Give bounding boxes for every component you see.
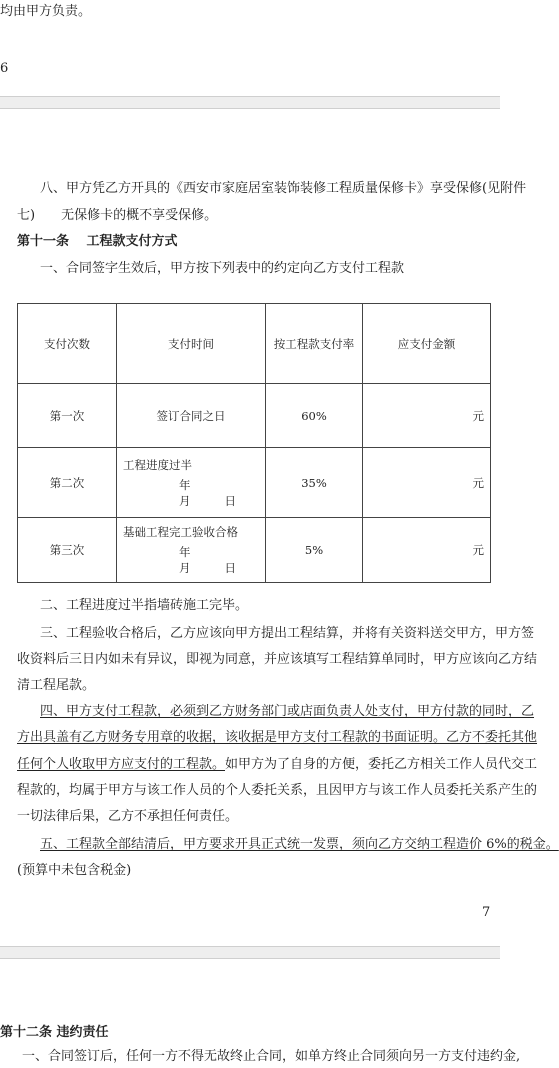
article-11-item-4-line-4: 程款的，均属于甲方与该工作人员的个人委托关系，且因甲方与该工作人员委托关系产生的 xyxy=(17,783,538,798)
page-7-number: 7 xyxy=(482,905,491,920)
header-payment-count: 支付次数 xyxy=(18,304,117,384)
page-separator xyxy=(0,946,500,959)
header-payment-rate: 按工程款支付率 xyxy=(266,304,363,384)
row-2-count: 第二次 xyxy=(18,448,117,518)
row-2-month: 月 xyxy=(179,493,191,508)
row-2-year: 年 xyxy=(179,477,191,492)
article-11-item-4-line-3 xyxy=(17,756,537,774)
table-row xyxy=(18,384,491,448)
item-4-underlined-part: 任何个人收取甲方应支付的工程款。 xyxy=(17,757,226,772)
page-6-number: 6 xyxy=(0,61,9,76)
row-3-count: 第三次 xyxy=(18,518,117,583)
article-12-item-1: 一、合同签订后，任何一方不得无故终止合同，如单方终止合同须向另一方支付违约金, xyxy=(22,1049,521,1064)
row-3-amount: 元 xyxy=(363,518,491,583)
table-row xyxy=(18,518,491,583)
article-11-item-2: 二、工程进度过半指墙砖施工完毕。 xyxy=(40,598,249,613)
row-2-time-cell xyxy=(117,448,266,518)
clause-8-line-1: 八、甲方凭乙方开具的《西安市家庭居室装饰装修工程质量保修卡》享受保修(见附件 xyxy=(40,181,527,196)
header-payment-time: 支付时间 xyxy=(117,304,266,384)
page-separator xyxy=(0,96,500,109)
article-11-item-4-line-1: 四、甲方支付工程款，必须到乙方财务部门或店面负责人处支付，甲方付款的同时，乙 xyxy=(40,704,535,719)
article-11-item-3-line-1: 三、工程验收合格后，乙方应该向甲方提出工程结算，并将有关资料送交甲方，甲方签 xyxy=(40,626,535,641)
row-2-date xyxy=(123,477,265,509)
article-11-item-3-line-2: 收资料后三日内如未有异议，即视为同意，并应该填写工程结算单同时，甲方应该向乙方结 xyxy=(17,652,538,667)
article-11-item-5-line-1: 五、工程款全部结清后，甲方要求开具正式统一发票，须向乙方交纳工程造价 6%的税金。 xyxy=(40,837,559,852)
row-2-amount: 元 xyxy=(363,448,491,518)
row-1-count: 第一次 xyxy=(18,384,117,448)
row-3-month: 月 xyxy=(179,561,191,575)
row-3-day: 日 xyxy=(224,561,236,575)
header-payment-amount: 应支付金额 xyxy=(363,304,491,384)
article-11-title: 第十一条 工程款支付方式 xyxy=(17,234,178,249)
article-11-item-5-line-2: (预算中未包含税金) xyxy=(17,863,132,878)
article-11-item-1: 一、合同签字生效后，甲方按下列表中的约定向乙方支付工程款 xyxy=(40,261,405,276)
row-3-date xyxy=(123,544,265,576)
item-4-regular-part: 如甲方为了自身的方便，委托乙方相关工作人员代交工 xyxy=(225,757,538,772)
row-3-year: 年 xyxy=(179,545,191,559)
page-6-text-fragment: 均由甲方负责。 xyxy=(0,4,92,19)
row-3-rate: 5% xyxy=(266,518,363,583)
article-11-item-4-line-2: 方出具盖有乙方财务专用章的收据，该收据是甲方支付工程款的书面证明。乙方不委托其他 xyxy=(17,730,538,745)
table-row xyxy=(18,448,491,518)
table-header-row xyxy=(18,304,491,384)
row-2-rate: 35% xyxy=(266,448,363,518)
row-1-amount: 元 xyxy=(363,384,491,448)
payment-schedule-table xyxy=(17,303,491,583)
row-1-rate: 60% xyxy=(266,384,363,448)
row-2-time: 工程进度过半 xyxy=(123,457,192,472)
article-12-title: 第十二条 违约责任 xyxy=(0,1025,109,1040)
article-11-item-3-line-3: 清工程尾款。 xyxy=(17,678,96,693)
article-11-item-4-line-5: 一切法律后果，乙方不承担任何责任。 xyxy=(17,809,239,824)
row-1-time: 签订合同之日 xyxy=(117,384,266,448)
row-3-time: 基础工程完工验收合格 xyxy=(123,525,238,539)
row-3-time-cell xyxy=(117,518,266,583)
clause-8-line-2: 七) 无保修卡的概不享受保修。 xyxy=(17,208,218,223)
row-2-day: 日 xyxy=(224,493,236,508)
